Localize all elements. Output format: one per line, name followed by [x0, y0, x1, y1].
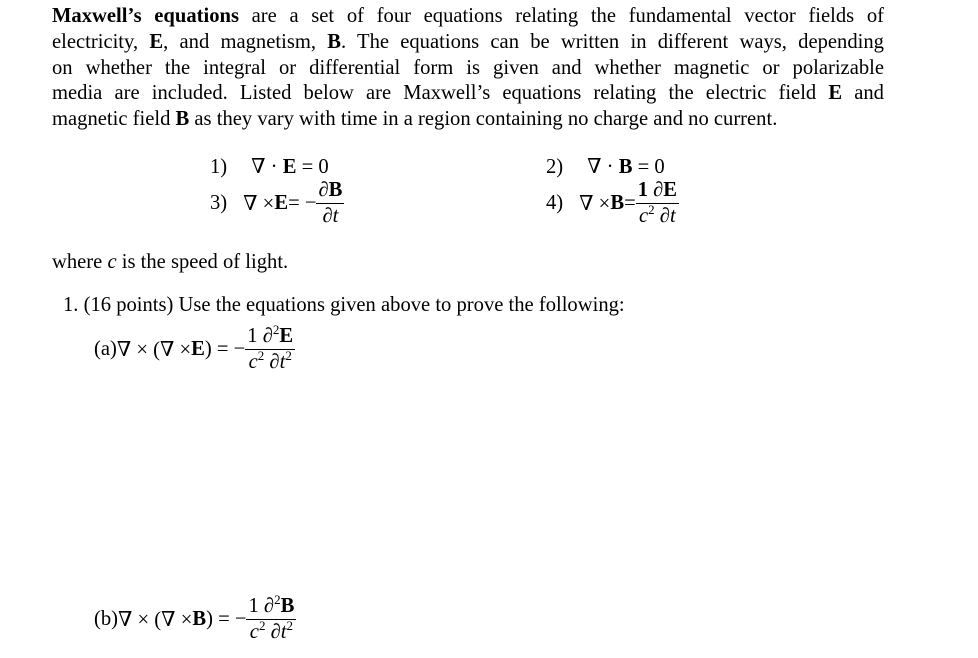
symbol-E: E	[149, 30, 164, 53]
intro-paragraph	[52, 4, 884, 133]
equation-1: 1) ∇ · E = 0	[210, 156, 329, 178]
fraction: $\frac{1 \partial^2B}{c^2 \partial t^2}$	[248, 592, 295, 643]
equation-4: 4) ∇ × B = $\frac{1 \partial E}{c^2 \partial t}$	[546, 179, 678, 227]
equation-number: 3)	[210, 191, 228, 214]
term-maxwells-equations: Maxwell’s equations	[52, 5, 239, 27]
part-a-label: (a)	[94, 337, 117, 360]
fraction: $\frac{1 \partial E}{c^2 \partial t}$	[637, 179, 678, 227]
intro-line-1: Maxwell’s equations are a set of four equations relating the fundamental vector fields of	[52, 5, 884, 27]
speed-of-light-note: where c is the speed of light.	[52, 251, 289, 273]
intro-line-3: on whether the integral or differential form is given and whether magnetic or polarizable	[52, 56, 884, 79]
intro-line-4: media are included. Listed below are Maxwell’s equations relating the electric field E and	[52, 82, 884, 105]
fraction: $\frac{1 \partial^2E}{c^2 \partial t^2}$	[247, 322, 294, 373]
equation-number: 1)	[210, 156, 228, 178]
symbol-B: B	[327, 30, 341, 53]
part-b: (b) ∇ × (∇ × B ) = − $\frac{1 \partial^2B}{c^2 \partial t^2}$	[94, 592, 295, 643]
part-a: (a) ∇ × (∇ × E ) = − $\frac{1 \partial^2E}{c^2 \partial t^2}$	[94, 322, 294, 373]
intro-line-2: electricity, E, and magnetism, B. The equations can be written in different ways, depending	[52, 30, 884, 53]
intro-line-5: magnetic field B as they vary with time in a region containing no charge and no current.	[52, 108, 778, 131]
equation-number: 4)	[546, 191, 564, 214]
symbol-B: B	[175, 108, 190, 131]
equation-number: 2)	[546, 156, 564, 178]
equation-3: 3) ∇ × E = − $\frac{\partial B}{\partial t}$	[210, 179, 343, 227]
fraction: $\frac{\partial B}{\partial t}$	[318, 179, 343, 227]
problem-1-statement: 1. (16 points) Use the equations given above to prove the following:	[63, 294, 625, 316]
symbol-E: E	[828, 82, 843, 105]
part-b-label: (b)	[94, 607, 119, 630]
equation-2: 2) ∇ · B = 0	[546, 156, 665, 178]
